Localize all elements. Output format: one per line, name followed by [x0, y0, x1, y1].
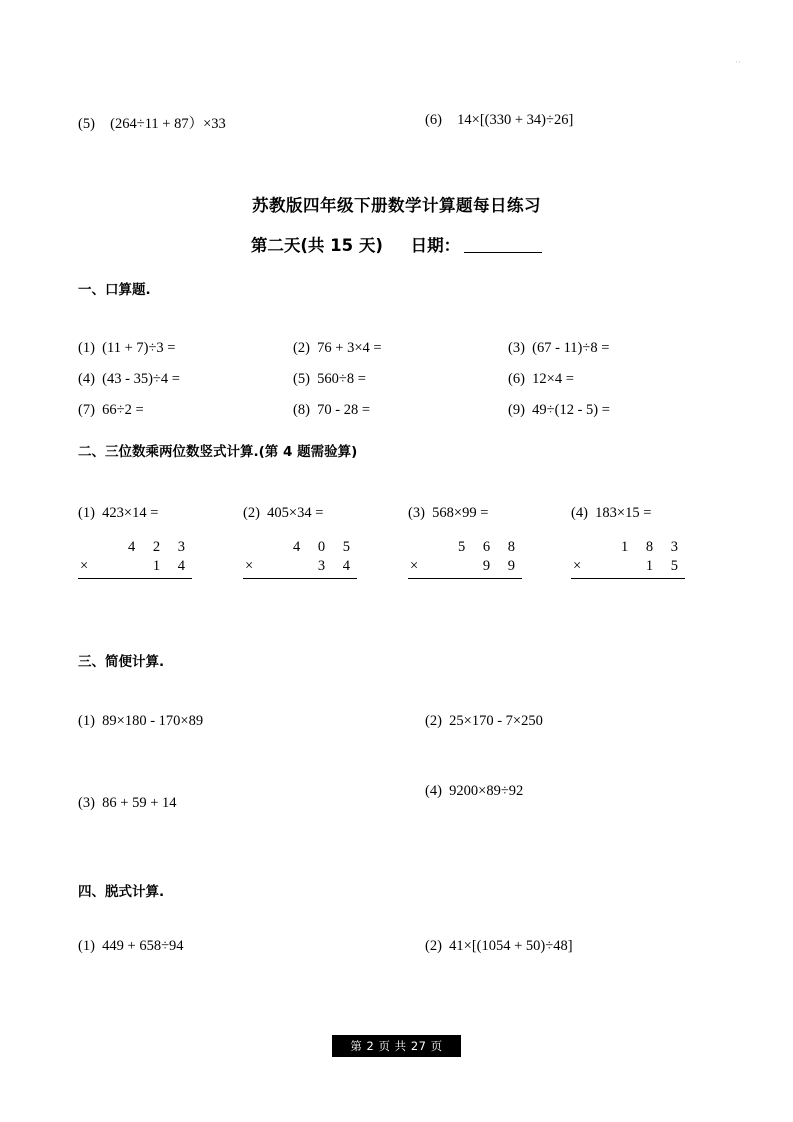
page-footer [0, 1035, 793, 1057]
multiplicand-row: 4 2 3 [128, 539, 192, 555]
problem-item [78, 371, 180, 388]
calc-rule-line [408, 578, 522, 579]
problem-item [78, 112, 226, 133]
multiplier-row [408, 557, 526, 576]
problem-text: 66÷2 = [102, 402, 144, 418]
problem-text: (43 - 35)÷4 = [102, 371, 180, 387]
problem-item [78, 402, 144, 419]
problem-item [293, 371, 366, 388]
problem-text: 70 - 28 = [317, 402, 371, 418]
multiply-sign: × [245, 558, 254, 574]
problem-text: 9200×89÷92 [449, 783, 524, 799]
day-label: 第二天(共 15 天) [250, 236, 383, 255]
problem-item [508, 340, 609, 357]
problem-label: (2) [425, 938, 442, 954]
multiply-sign: × [573, 558, 582, 574]
multiplier-digits: 9 9 [482, 558, 522, 574]
problem-label: (1) [78, 340, 95, 356]
calc-rule-line [571, 578, 685, 579]
problem-text: 86 + 59 + 14 [102, 795, 177, 811]
simple-calculation-grid [78, 705, 718, 835]
section-heading-vertical: 二、三位数乘两位数竖式计算.(第 4 题需验算) [78, 444, 358, 460]
problem-item [508, 402, 610, 419]
multiplicand-row: 1 8 3 [621, 539, 685, 555]
problem-label: (2) [425, 713, 442, 729]
section-heading-oral: 一、口算题. [78, 282, 151, 298]
problem-item [571, 505, 689, 522]
multiplicand-row: 4 0 5 [293, 539, 357, 555]
stepwise-calculation-grid [78, 938, 718, 978]
problem-label: (1) [78, 505, 95, 521]
problem-label: (7) [78, 402, 95, 418]
problem-item [78, 938, 184, 955]
page-number: 第 2 页 共 27 页 [332, 1035, 460, 1057]
problem-label: (6) [425, 112, 442, 128]
problem-text: 12×4 = [532, 371, 574, 387]
problem-label: (3) [508, 340, 525, 356]
page-corner-mark: ·· [735, 57, 741, 67]
multiplier-digits: 1 4 [152, 558, 192, 574]
vertical-multiplication-grid [78, 505, 718, 615]
problem-item [293, 402, 370, 419]
vertical-problem [571, 505, 689, 579]
page-subtitle [0, 232, 793, 256]
problem-label: (1) [78, 938, 95, 954]
section-heading-simple: 三、简便计算. [78, 654, 165, 670]
problem-label: (4) [78, 371, 95, 387]
problem-text: 449 + 658÷94 [102, 938, 184, 954]
problem-text: 560÷8 = [317, 371, 366, 387]
problem-text: 568×99 = [432, 505, 489, 521]
section-heading-stepwise: 四、脱式计算. [78, 884, 165, 900]
multiply-sign: × [80, 558, 89, 574]
problem-text: 76 + 3×4 = [317, 340, 382, 356]
problem-item [78, 713, 203, 730]
problem-item [78, 505, 196, 522]
carryover-problems [78, 112, 715, 134]
problem-text: (11 + 7)÷3 = [102, 340, 176, 356]
problem-text: 89×180 - 170×89 [102, 713, 204, 729]
vertical-calc-area[interactable] [243, 538, 361, 579]
calc-rule-line [243, 578, 357, 579]
problem-item [425, 783, 523, 800]
page-title: 苏教版四年级下册数学计算题每日练习 [252, 196, 541, 215]
problem-item [293, 340, 382, 357]
problem-label: (3) [78, 795, 95, 811]
calc-rule-line [78, 578, 192, 579]
vertical-calc-area[interactable] [78, 538, 196, 579]
multiplier-row [571, 557, 689, 576]
problem-label: (8) [293, 402, 310, 418]
multiplicand-row: 5 6 8 [458, 539, 522, 555]
multiplier-digits: 3 4 [317, 558, 357, 574]
problem-label: (4) [425, 783, 442, 799]
vertical-problem [78, 505, 196, 579]
problem-text: (67 - 11)÷8 = [532, 340, 610, 356]
problem-item [243, 505, 361, 522]
date-blank-field[interactable] [464, 252, 542, 253]
problem-text: 25×170 - 7×250 [449, 713, 543, 729]
problem-text: 405×34 = [267, 505, 324, 521]
multiplier-digits: 1 5 [645, 558, 685, 574]
problem-item [425, 938, 573, 955]
problem-label: (5) [78, 116, 95, 132]
vertical-problem [243, 505, 361, 579]
problem-label: (6) [508, 371, 525, 387]
problem-item [425, 713, 543, 730]
problem-label: (5) [293, 371, 310, 387]
problem-item [408, 505, 526, 522]
problem-text: 183×15 = [595, 505, 652, 521]
multiplier-row [78, 557, 196, 576]
vertical-problem [408, 505, 526, 579]
problem-item [508, 371, 574, 388]
problem-item [425, 112, 573, 129]
problem-label: (2) [243, 505, 260, 521]
problem-label: (4) [571, 505, 588, 521]
oral-problems-grid [78, 340, 718, 440]
vertical-calc-area[interactable] [571, 538, 689, 579]
problem-label: (1) [78, 713, 95, 729]
problem-text: 41×[(1054 + 50)÷48] [449, 938, 573, 954]
date-label: 日期： [410, 236, 461, 255]
problem-text: 49÷(12 - 5) = [532, 402, 610, 418]
problem-text: (264÷11 + 87）×33 [110, 116, 226, 132]
problem-label: (9) [508, 402, 525, 418]
problem-label: (2) [293, 340, 310, 356]
problem-item [78, 795, 177, 812]
problem-text: 14×[(330 + 34)÷26] [457, 112, 574, 128]
problem-text: 423×14 = [102, 505, 159, 521]
problem-item [78, 340, 175, 357]
multiplier-row [243, 557, 361, 576]
problem-label: (3) [408, 505, 425, 521]
vertical-calc-area[interactable] [408, 538, 526, 579]
multiply-sign: × [410, 558, 419, 574]
